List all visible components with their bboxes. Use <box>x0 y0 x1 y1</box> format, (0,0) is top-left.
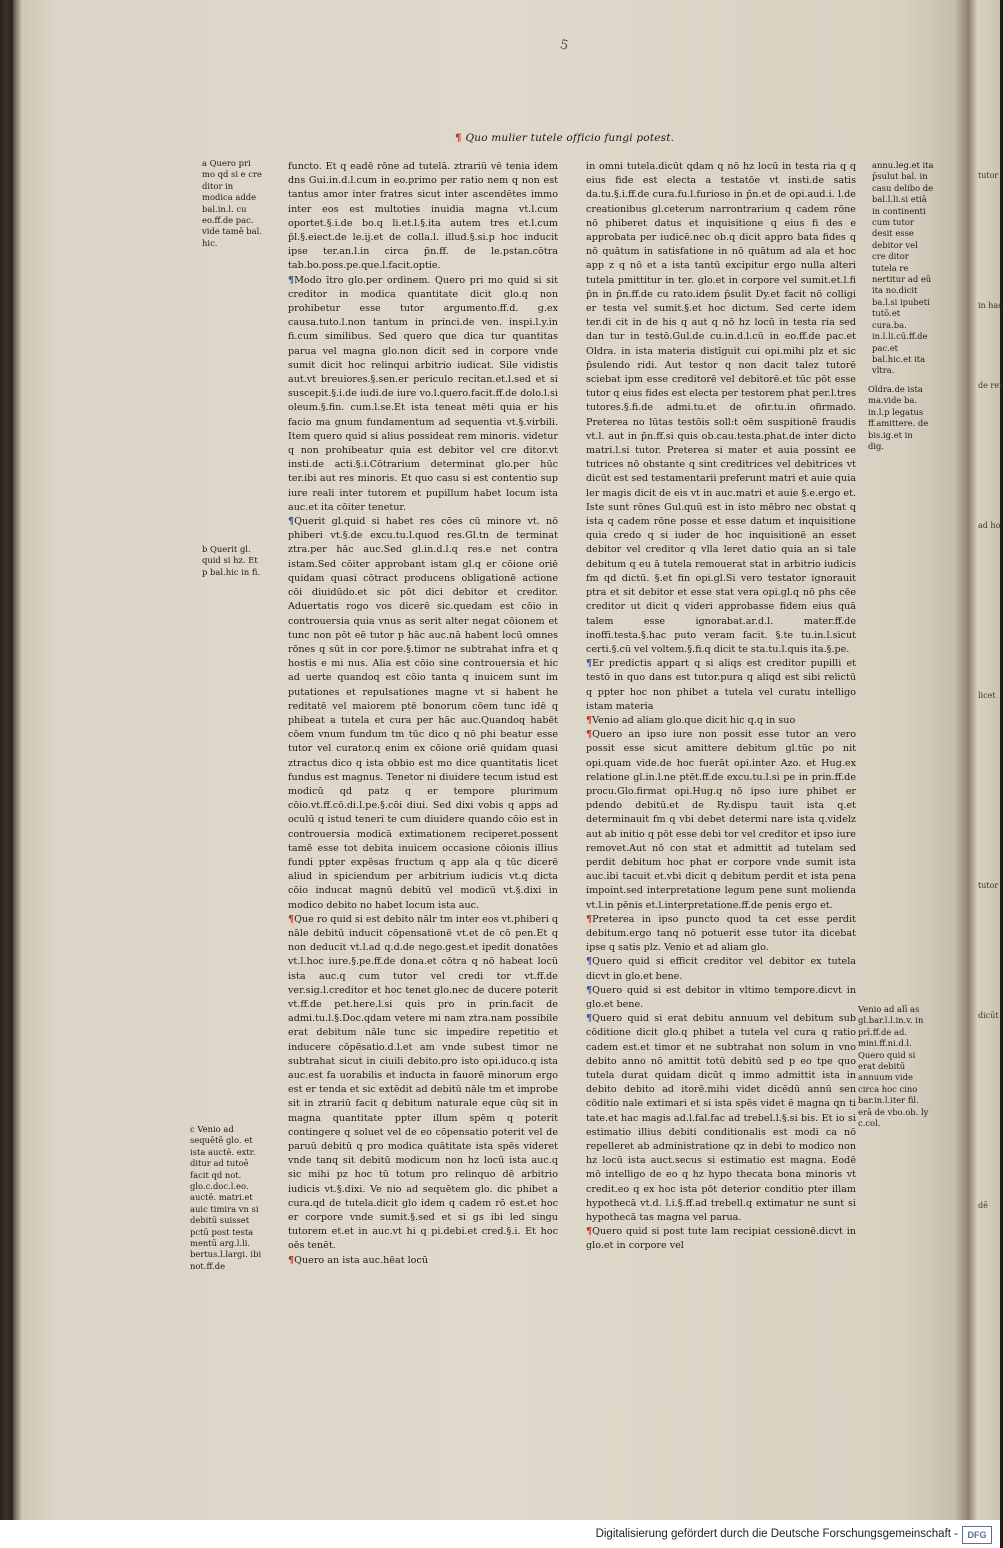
next-page-edge <box>968 0 1003 1520</box>
gloss-note-c <box>190 1124 262 1272</box>
dfg-logo: DFG <box>962 1526 992 1544</box>
paragraph: ¶Quero quid si efficit creditor vel debitor ex tutela dicvt in glo.et bene. <box>586 956 856 982</box>
paragraph: ¶Que ro quid si est debito nālr tm inter eos vt.phiberi q nāle debitū inducit cōpensationē vt.et de cō pen.Et q non deducit vt.l.ad q.d.de nego.gest.et ipedit donatōes vt.l.hoc iure.§.pe.ff.de dona.et cōtra q nō habeat locū ista auc.q cum tutor vel credi tor vt.ff.de ver.sig.l.creditor et hoc tenet glo.nec de ducere poterit vt.ff.de pet.here.l.si quis pro in prin.facit de admi.tu.l.§.Doc.qdam vetere mi nam ztra.nam possibile erat debitum nāle tunc sic impedire repetitio et inducere cōpēsatio.d.l.et am vnde subest timor ne subtrahat sicut in ciuili debito.pro isto opi.iduco.q ista auc.est fa uorabilis et inducta in fauorē minorum ergo est er tenda et sic extēdit ad debitū nāle tm et improbe sit in ztrariū facit q debitum naturale eque cūq sit in magna quantitate ppter illum spēm q poterit contingere q soluet vel de eo cōpensatio poterit vel de paruū debitū q pro modica quātitate ista spēs videret vnde tanq sit debitū modicum non hz locū ista auc.q sic mihi pz hoc tū totum pro relinquo dē arbitrio iudicis vt.§.dixi. Ve nio ad sequētem glo. dic phibet a cura.qd de tutela.dicit glo idem q cadem rō est.et hoc er corpore vnde sumit.§.sed et si gs ibi led singu tutorem et.et in auc.vt hi q pi.debi.et cred.§.i. Et hoc oēs tenēt. <box>288 913 558 1252</box>
gloss-note-a <box>202 158 264 249</box>
gloss-text: b Querit gl. quid si hz. Et p bal.hic in fi. <box>202 544 261 577</box>
pilcrow-icon: ¶ <box>586 984 593 996</box>
paragraph: ¶Quero an ipso iure non possit esse tutor an vero possit esse sicut amittere debitum gl.tūc po nit opi.quam vide.de hoc fuerāt opi.inter Azo. et Hug.ex relatione gl.in.l.ne ptēt.ff.de excu.tu.l.si pe in prin.ff.de procu.Glo.firmat opi.Hug.q nō ipso iure phibet er pdendo debitū.et de Ry.dispu tauit ista q.et determinauit fm q vbi debet determi nare ista q.videlz aut ab initio q pōt esse debi tor vel creditor et ipso iure removet.Aut nō con stat et admittit ad tutelam sed perdit debitum hoc phat er corpore vnde sumit ista auc.ibi tacuit et.vbi dicit q debitum perdit et ista pena impoint.sed interpretatione legum pene sunt molienda vt.l.in pēnis et.l.interpretatione.ff.de penis ergo et. <box>586 729 856 911</box>
running-head <box>455 132 674 144</box>
paragraph: ¶Venio ad aliam glo.que dicit hic q.q in suo <box>586 714 796 726</box>
folio-number: 5 <box>558 37 570 54</box>
text-column-left <box>288 160 558 1290</box>
facing-page-fragment: de rer <box>978 381 1003 390</box>
funding-credit: Digitalisierung gefördert durch die Deutsche Forschungsgemeinschaft - <box>595 1528 958 1540</box>
running-head-text: Quo mulier tutele officio fungi potest. <box>465 132 675 144</box>
pilcrow-icon: ¶ <box>586 913 593 925</box>
paragraph: ¶Quero quid si erat debitu annuum vel debitum sub cōditione dicit glo.q phibet a tutela vel cura q ratio cadem est.et timor et ne subtrahat non solum in vno debito anno nō amittit totū debitū sed p eo tpe quo tutela durat quidam dicūt q immo admittit ista in debito debito ad itorē.mihi videt dicēdū annū sen cōditio nale extimari et si ista spēs videt ē magna qn ti tate.et hac magis ad.l.fal.fac ad trebel.l.§.si bis. Et io si estimatio illius debiti conditionalis est modi ca nō repelleret ab administratione qz in debi to modico non hz locū ista auct.secus si estimatio est magna. Eodē mō intelligo de eo q hz hypo thecata bona minoris vt credit.eo q ex hoc ista pōt deterior conditio pter illam hypothecā vt.d. l.i.§.ff.ad trebell.q extimatur ne sunt si hypothecā tas magna vel parua. <box>586 1013 856 1224</box>
gloss-note-b <box>202 544 264 578</box>
paragraph: ¶Quero quid si est debitor in vltimo tempore.dicvt in glo.et bene. <box>586 984 856 1010</box>
paragraph: ¶Modo ītro glo.per ordinem. Quero pri mo quid si sit creditor in modica quantitate dicit glo.q non prohibetur esse tutor argumento.ff.d. g.ex causa.tuto.l.non tantum in princi.de ven. inspi.l.y.in fi.cum similibus. Sed quero que dica tur quantitas parua vel magna glo.non dicit sed in corpore vnde sumit dicit hoc relinqui arbitrio iudicat. Sile vidistis aut.vt breuiores.§.sen.er periculo recitan.et.l.sed et si suscepit.§.i.de iudi.de iure vo.l.quero.facit.ff.de dolo.l.si oleum.§.fin. cum.l.se.Et ista teneat mēti quia er his facio ma gnum fundamentum ad sequentia vt.§.virbili. Item quero quid si alius possideat rem minoris. videtur q non prohibeatur quia est debitor vel cre ditor.vt insti.de acti.§.i.Cōtrarium determinat glo.per hūc ter.ibi aut res minoris. Et quo casu si est contentio sup iure reali inter tutorem et pupillum habet locum ista auc.et ita cōiter tenetur. <box>288 274 558 513</box>
facing-page-fragment: licet <box>978 691 996 700</box>
facing-page-fragment: tutor <box>978 881 999 890</box>
paragraph: ¶Querit gl.quid si habet res cōes cū minore vt. nō phiberi vt.§.de excu.tu.l.quod res.Gl.tn de terminat ztra.per hāc auc.Sed gl.in.d.l.q res.e net contra istam.Sed cōiter approbant istam gl.q er cōione oriē quidam quasi cōtract producens obligationē actione cōi diuidūdo.et sic pōt dici debitor et creditor. Aduertatis rogo vos dicerē sic.quedam est cōio in controuersia quia vnus as serit alter negat cōionem et tunc non pōt eē tutor p hāc auc.nā habent locū omnes rōnes q sūt in cor pore.§.timor ne subtrahat infra et q hostis e mi nus. Alia est cōio sine controuersia et hic ad uerte quandoq est cōio tanta q inuicem sunt im putationes et repulsationes magne vt si habent he reditatē vel maiorem ptē bonorum cōem tunc idē q phibeat a tutela et cura per hāc auc.Quandoq habēt cōem vnum fundum tm tūc dico q nō phi beatur esse tutor vel curator.q enim ex cōione oriē quidam quasi ztractus dico q ista obbio est mo dice quantitatis licet fundus est magnus. Tenetor ni diuidere tecum istud est modicū qd patz q er tempore plurimum cōio.vt.ff.cō.di.l.pe.§.cōi diui. Sed dixi vobis q apps ad oculū q istud teneri te cum diuidere quando cōio est in controuersia modicā extimationem reciperet.possent tamē esse tot debita inuicem occasione cōionis illius fundi ppter expēsas fructum q app ala q tūc dicerē aliud in spiciendum per arbitrium iudicis vt.q dicta cōio inducat magnū debitū vel modicū vt.§.dixi in modico debito no habet locum ista auc. <box>288 516 558 911</box>
paragraph: ¶Quero quid si post tute lam recipiat cessionē.dicvt in glo.et in corpore vel <box>586 1226 856 1252</box>
gloss-text: Venio ad alī as gl.bar.l.l.in.v. in prī.ff.de ad. mini.ff.ni.d.l. Quero quid si erat debitū annuum vide circa hoc cino bar.in.l.iter fil. erā de vbo.ob. ly c.col. <box>858 1004 929 1129</box>
pilcrow-icon: ¶ <box>288 1254 295 1266</box>
gloss-note-right-mid <box>868 384 930 452</box>
pilcrow-icon: ¶ <box>586 729 593 741</box>
pilcrow-icon: ¶ <box>288 913 295 925</box>
facing-page-fragment: dicūt <box>978 1011 999 1020</box>
paragraph: ¶Preterea in ipso puncto quod ta cet esse perdit debitum.ergo tanq nō potuerit esse tutor ita dicebat ipse q satis plz. Venio et ad aliam glo. <box>586 913 856 954</box>
paragraph: ¶Quero an ista auc.hēat locū <box>288 1254 429 1266</box>
gloss-text: Oldra.de ista ma.vide ba. in.l.p legatus ff.amittere. de bis.ig.et in dig. <box>868 384 929 452</box>
pilcrow-icon: ¶ <box>586 956 593 968</box>
pilcrow-icon: ¶ <box>586 714 593 726</box>
facing-page-fragment: dē <box>978 1201 988 1210</box>
paragraph: in omni tutela.dicūt qdam q nō hz locū in testa ria q q eius fide est electa a testatōe vt insti.de satis da.tu.§.i.ff.de cura.fu.l.furioso in p̄n.et de opi.aud.i. l.de creationibus gl.ceterum narrontrarium q cadem rōne nō phiberet datus et inquisitione q eius fi des e approbata per iudicē.nec ob.q dicit appro bata fides q nō quātum in satisfatione in nō quātum ad ala et hoc app z q nō et a ista tantū excipitur ergo nulla alteri tutela pmittitur in ter. glo.et in corpore vel sumit.et.l.fi p̄n in p̄n.ff.de cu rato.idem p̄sulit Dy.et facit nō colligi er testa vel sumit.§.et hoc dictum. Sed certe idem ter.di cit in de his q aut q nō hz locū in testa ria sed dan tur in testō.Gul.de cu.in.d.l.cū in eo.ff.de pac.et Oldra. in ista materia distīguit cui opi.mihi plz et sic p̄sulendo ridi. Aut testor q non dacit talez tutorē sciebat ipm esse creditorē vel debitorē.et tūc pōt esse tutor q eius fides est electa per testorem phat per.l.tres tutores.§.fi.de admi.tu.et de ofir.tu.in ofirmado. Preterea no lūtas testōis soll:t oēm suspitionē fraudis vt.l. aut in p̄n.ff.si quis ob.cau.testa.phat.de inter dicto matri.l.si tutor. Preterea si mater et auia possint ee tutrices nō obstante q sint creditrices vel debitrices vt dicūt est sed testamentarii preferunt matri et auie quia ler magis dicit de eis vt in auc.matri et auie §.e.ergo et. Iste sunt rōnes Gul.quū est in isto mēbro nec obstat q ista q cadem rōne posse et esse datum et inquisitione quia credo q si iuder de hoc inquisitionē an esset debitor vel creditor q vlla leret datio quia an si tale debitum q eu ā tutela remouerat stat in arbitrio iudicis fm qd dictū. §.et fin opi.gl.Si vero testator ignorauit ptra et sit debitor et esse stat vera opi.gl.q nō phs cēe creditor ut dicit q videri approbasse fidem eius quā talem esse ignorabat.ar.d.l. mater.ff.de inoffi.testa.§.hac puto veram facit. §.te tu.in.l.sicut certi.§.cū vel voltem.§.fi.q dicit te sta.tu.l.quis ita.§.pe. <box>586 161 856 655</box>
facing-page-fragment: tutor <box>978 171 999 180</box>
facing-page-fragment: ad ho <box>978 521 1001 530</box>
text-column-right <box>586 160 856 1290</box>
pilcrow-icon: ¶ <box>455 132 462 144</box>
gloss-note-right-low <box>858 1004 930 1129</box>
paragraph: ¶Er predictis appart q si aliqs est creditor pupilli et testō in quo dans est tutor.pura q aliqd est sibi relictū q ppter hoc non phibet a tutela vel curatu intelligo istam materia <box>586 658 856 712</box>
gloss-note-right-top <box>872 160 934 377</box>
gloss-text: annu.leg.et ita p̄sulut bal. in casu delibo de bal.l.li.si etiā in continenti cum tutor desit esse debitor vel cre ditor tutela re nertitur ad eū ita no.dicit ba.l.si ipubeti tutō.et cura.ba. in.l.li.cū.ff.de pac.et bal.hic.et ita vltra. <box>872 160 934 376</box>
pilcrow-icon: ¶ <box>586 658 593 670</box>
pilcrow-icon: ¶ <box>586 1013 593 1025</box>
pilcrow-icon: ¶ <box>288 516 295 528</box>
facing-page-fragment: in hac <box>978 301 1003 310</box>
gloss-text: a Quero pri mo qd si e cre ditor in modica adde bal.in.l. cu eo.ff.de pac. vide tamē bal. hic. <box>202 158 263 248</box>
pilcrow-icon: ¶ <box>586 1226 593 1238</box>
pilcrow-icon: ¶ <box>288 274 295 286</box>
gloss-text: c Venio ad sequētē glo. et ista auctē. extr. ditur ad tutoē facit qd not. glo.c.doc.l.eo. auctē. matri.et auic timira vn si debitū suisset pctū post testa mentū arg.l.li. bertus.l.largi. ibi not.ff.de <box>190 1124 262 1271</box>
paragraph: functo. Et q eadē rōne ad tutelā. ztrariū vē tenia idem dns Gui.in.d.l.cum in eo.primo per ratio nem q non est tantus amor inter fratres sicut inter ascendētes immo inter eos est multoties inuidia magna vt.l.cum oportet.§.i.de bo.q li.et.l.§.ita autem tres et.l.cum p̄l.§.eiect.de le.ij.et de colla.l. illud.§.si.p hoc inducit ipse ter.an.l.in circa p̄n.ff. de le.pstan.cōtra tab.bo.poss.pe.que.l.facit.optie. <box>288 161 558 272</box>
